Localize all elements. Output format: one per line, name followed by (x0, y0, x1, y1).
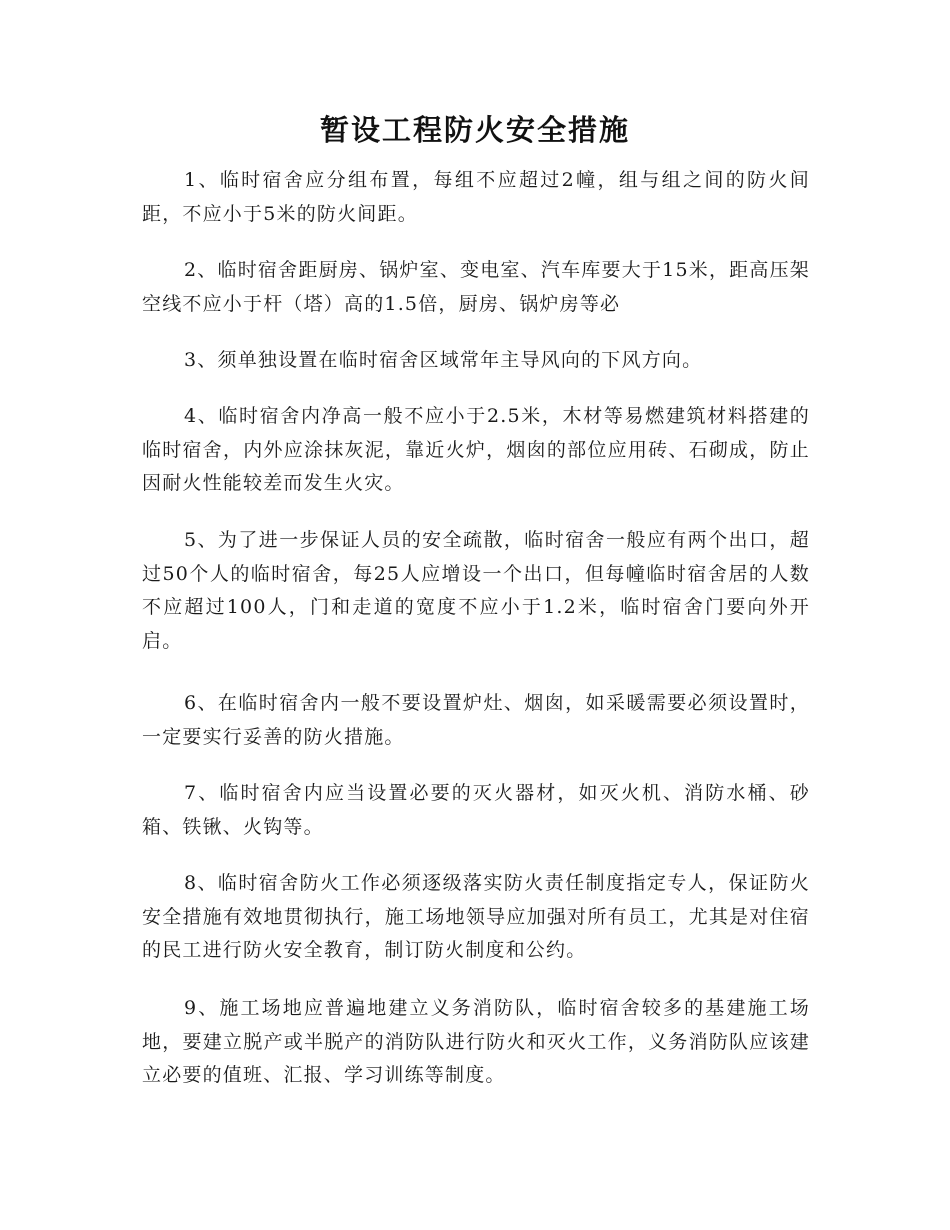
paragraph-1: 1、临时宿舍应分组布置，每组不应超过2幢，组与组之间的防火间距，不应小于5米的防火间距。 (142, 169, 810, 225)
document-title: 暂设工程防火安全措施 (319, 113, 630, 147)
paragraph-7: 7、临时宿舍内应当设置必要的灭火器材，如灭火机、消防水桶、砂箱、铁锹、火钩等。 (142, 782, 810, 838)
paragraph-6: 6、在临时宿舍内一般不要设置炉灶、烟囱，如采暖需要必须设置时，一定要实行妥善的防火措施。 (142, 692, 810, 748)
paragraph-2: 2、临时宿舍距厨房、锅炉室、变电室、汽车库要大于15米，距高压架空线不应小于杆（塔）高的1.5倍，厨房、锅炉房等必 (142, 259, 810, 315)
paragraph-3: 3、须单独设置在临时宿舍区域常年主导风向的下风方向。 (184, 349, 703, 371)
paragraph-4: 4、临时宿舍内净高一般不应小于2.5米，木材等易燃建筑材料搭建的临时宿舍，内外应涂抹灰泥，靠近火炉，烟囱的部位应用砖、石砌成，防止因耐火性能较差而发生火灾。 (142, 405, 810, 494)
paragraph-9: 9、施工场地应普遍地建立义务消防队，临时宿舍较多的基建施工场地，要建立脱产或半脱产的消防队进行防火和灭火工作，义务消防队应该建立必要的值班、汇报、学习训练等制度。 (142, 997, 810, 1086)
paragraph-5: 5、为了进一步保证人员的安全疏散，临时宿舍一般应有两个出口，超过50个人的临时宿舍，每25人应增设一个出口，但每幢临时宿舍居的人数不应超过100人，门和走道的宽度不应小于1.2米，临时宿舍门要向外开启。 (142, 529, 810, 652)
paragraph-8: 8、临时宿舍防火工作必须逐级落实防火责任制度指定专人，保证防火安全措施有效地贯彻执行，施工场地领导应加强对所有员工，尤其是对住宿的民工进行防火安全教育，制订防火制度和公约。 (142, 872, 810, 961)
